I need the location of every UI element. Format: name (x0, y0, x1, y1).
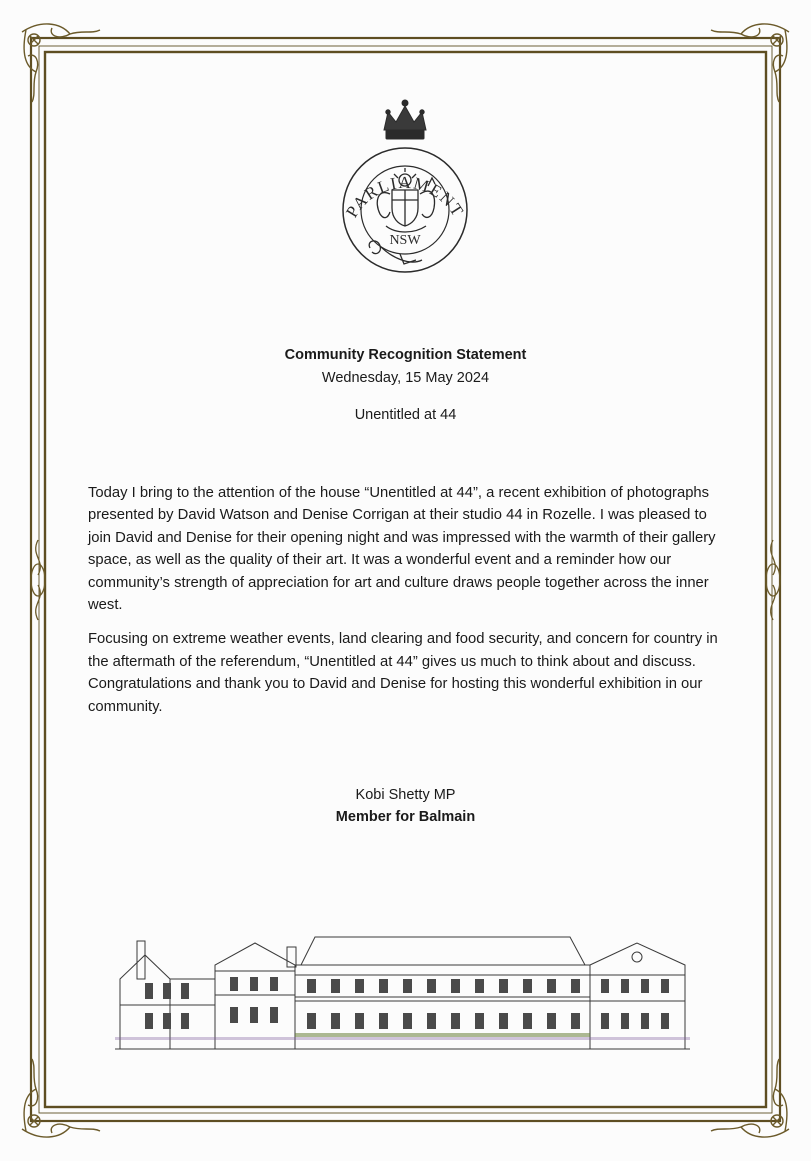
crest-arc-text: PARLIAMENT (342, 173, 468, 221)
parliament-house-facade-icon (115, 935, 690, 1055)
statement-subject: Unentitled at 44 (354, 407, 457, 423)
signer-role: Member for Balmain (335, 809, 476, 825)
statement-date: Wednesday, 15 May 2024 (321, 370, 490, 386)
statement-body (88, 482, 728, 730)
statement-title: Community Recognition Statement (284, 347, 527, 363)
body-paragraph: Today I bring to the attention of the house “Unentitled at 44”, a recent exhibition of photographs presented by David Watson and Denise Corrigan at their studio 44 in Rozelle. I was pleased to join David and Denise for their opening night and was impressed with the warmth of their gallery space, as well as the quality of their art. It was a wonderful event and a reminder how our community’s strength of appreciation for art and culture draws people together across the inner west. (88, 485, 716, 614)
body-paragraph: Focusing on extreme weather events, land clearing and food security, and concern for country in the aftermath of the referendum, “Unentitled at 44” gives us much to think about and discuss. Congratulations and thank you to David and Denise for hosting this wonderful exhibition in our community. (88, 631, 718, 715)
crest-state-text: NSW (389, 233, 421, 248)
signer-name: Kobi Shetty MP (355, 787, 456, 803)
parliament-nsw-crest (330, 98, 480, 278)
